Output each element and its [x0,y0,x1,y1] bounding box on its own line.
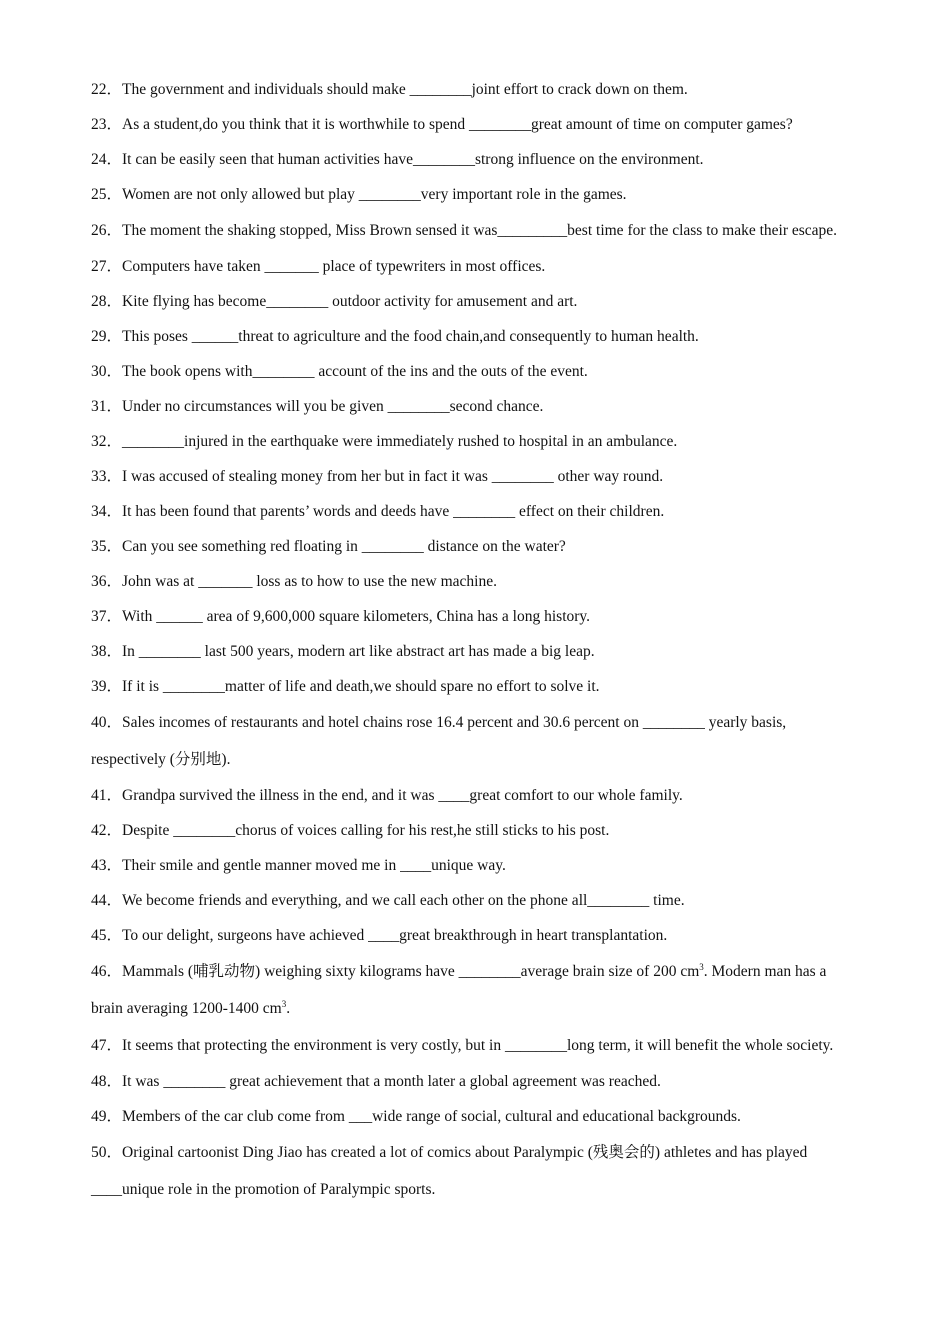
question-32 [91,424,861,459]
question-separator: ． [106,1073,123,1090]
question-separator: ． [106,503,123,520]
question-text: Under no circumstances will you be given ________second chance. [122,398,544,415]
question-48 [91,1064,861,1099]
question-44 [91,883,861,918]
question-number: 37 [91,608,107,625]
question-41 [91,778,861,813]
question-separator: ． [106,643,123,660]
question-50 [91,1134,861,1208]
question-separator: ． [106,151,123,168]
question-text: As a student,do you think that it is worthwhile to spend ________great amount of time on computer games? [122,116,793,133]
question-text: Despite ________chorus of voices calling for his rest,he still sticks to his post. [122,822,610,839]
superscript-cubed: 3 [281,998,287,1009]
question-text: We become friends and everything, and we call each other on the phone all________ time. [122,892,685,909]
question-separator: ． [106,293,123,310]
question-separator: ． [106,81,123,98]
question-number: 45 [91,927,107,944]
question-separator: ． [106,363,123,380]
question-separator: ． [106,857,123,874]
question-number: 28 [91,293,107,310]
question-text-part3: . [286,1000,291,1017]
question-text: To our delight, surgeons have achieved ____great breakthrough in heart transplantation. [122,927,668,944]
question-35 [91,529,861,564]
question-24 [91,142,861,177]
question-number: 46 [91,963,107,980]
question-number: 42 [91,822,107,839]
question-number: 47 [91,1037,107,1054]
question-number: 44 [91,892,107,909]
question-separator: ． [106,1037,123,1054]
question-separator: ． [106,328,123,345]
question-number: 34 [91,503,107,520]
question-25 [91,177,861,212]
question-text: Their smile and gentle manner moved me in ____unique way. [122,857,506,874]
question-separator: ． [106,963,123,980]
question-number: 49 [91,1108,107,1125]
question-separator: ． [106,186,123,203]
superscript-cubed: 3 [699,961,704,972]
question-separator: ． [106,1108,123,1125]
question-number: 31 [91,398,107,415]
question-separator: ． [106,822,123,839]
question-39 [91,669,861,704]
question-34 [91,494,861,529]
question-text: Computers have taken _______ place of typewriters in most offices. [122,258,546,275]
question-text: Women are not only allowed but play ________very important role in the games. [122,186,627,203]
question-text: It can be easily seen that human activities have________strong influence on the environment. [122,151,704,168]
question-separator: ． [106,398,123,415]
question-separator: ． [106,573,123,590]
question-separator: ． [106,892,123,909]
question-33 [91,459,861,494]
question-23 [91,107,861,142]
question-45 [91,918,861,953]
question-number: 36 [91,573,107,590]
question-text: John was at _______ loss as to how to use the new machine. [122,573,497,590]
question-28 [91,284,861,319]
question-number: 50 [91,1144,107,1161]
question-40 [91,704,861,778]
question-number: 23 [91,116,107,133]
question-separator: ． [106,787,123,804]
question-49 [91,1099,861,1134]
question-separator: ． [106,116,123,133]
question-separator: ． [106,222,123,239]
question-number: 29 [91,328,107,345]
question-text: Original cartoonist Ding Jiao has created a lot of comics about Paralympic (残奥会的) athletes and has played ____unique role in the promotion of Paralympic sports. [91,1144,808,1198]
question-26 [91,212,861,249]
question-22 [91,72,861,107]
question-number: 22 [91,81,107,98]
question-number: 24 [91,151,107,168]
worksheet-page [91,72,861,1208]
question-number: 38 [91,643,107,660]
question-text: ________injured in the earthquake were immediately rushed to hospital in an ambulance. [122,433,678,450]
question-separator: ． [106,927,123,944]
question-text: In ________ last 500 years, modern art like abstract art has made a big leap. [122,643,595,660]
question-text-part2: . Modern man has a brain averaging 1200-1400 cm [91,963,827,1017]
question-separator: ． [106,678,123,695]
question-separator: ． [106,1144,123,1161]
question-separator: ． [106,608,123,625]
question-text: I was accused of stealing money from her but in fact it was ________ other way round. [122,468,664,485]
question-separator: ． [106,433,123,450]
question-text: Kite flying has become________ outdoor activity for amusement and art. [122,293,578,310]
question-text: Sales incomes of restaurants and hotel chains rose 16.4 percent and 30.6 percent on ________ yearly basis, respectively (分别地). [91,714,787,768]
question-text: Members of the car club come from ___wide range of social, cultural and educational backgrounds. [122,1108,741,1125]
question-43 [91,848,861,883]
question-number: 25 [91,186,107,203]
question-text: If it is ________matter of life and death,we should spare no effort to solve it. [122,678,600,695]
question-42 [91,813,861,848]
question-separator: ． [106,714,123,731]
question-text: It was ________ great achievement that a month later a global agreement was reached. [122,1073,661,1090]
question-text: Grandpa survived the illness in the end, and it was ____great comfort to our whole family. [122,787,683,804]
question-text: The book opens with________ account of the ins and the outs of the event. [122,363,588,380]
question-number: 48 [91,1073,107,1090]
question-text: The government and individuals should make ________joint effort to crack down on them. [122,81,688,98]
question-38 [91,634,861,669]
question-separator: ． [106,258,123,275]
question-separator: ． [106,538,123,555]
question-number: 35 [91,538,107,555]
question-30 [91,354,861,389]
question-29 [91,319,861,354]
question-number: 33 [91,468,107,485]
question-text: With ______ area of 9,600,000 square kilometers, China has a long history. [122,608,591,625]
question-36 [91,564,861,599]
question-31 [91,389,861,424]
question-text: The moment the shaking stopped, Miss Brown sensed it was_________best time for the class to make their escape. [122,222,838,239]
question-text: Can you see something red floating in ________ distance on the water? [122,538,566,555]
question-number: 32 [91,433,107,450]
question-text: It seems that protecting the environment is very costly, but in ________long term, it will benefit the whole society. [122,1037,834,1054]
question-number: 26 [91,222,107,239]
question-37 [91,599,861,634]
question-number: 27 [91,258,107,275]
question-text: It has been found that parents’ words and deeds have ________ effect on their children. [122,503,665,520]
question-text: This poses ______threat to agriculture and the food chain,and consequently to human health. [122,328,699,345]
question-number: 41 [91,787,107,804]
question-number: 30 [91,363,107,380]
question-text-part1: Mammals (哺乳动物) weighing sixty kilograms have ________average brain size of 200 cm [122,963,700,980]
question-separator: ． [106,468,123,485]
question-47 [91,1027,861,1064]
question-number: 39 [91,678,107,695]
question-number: 40 [91,714,107,731]
question-number: 43 [91,857,107,874]
question-46 [91,953,861,1027]
question-27 [91,249,861,284]
